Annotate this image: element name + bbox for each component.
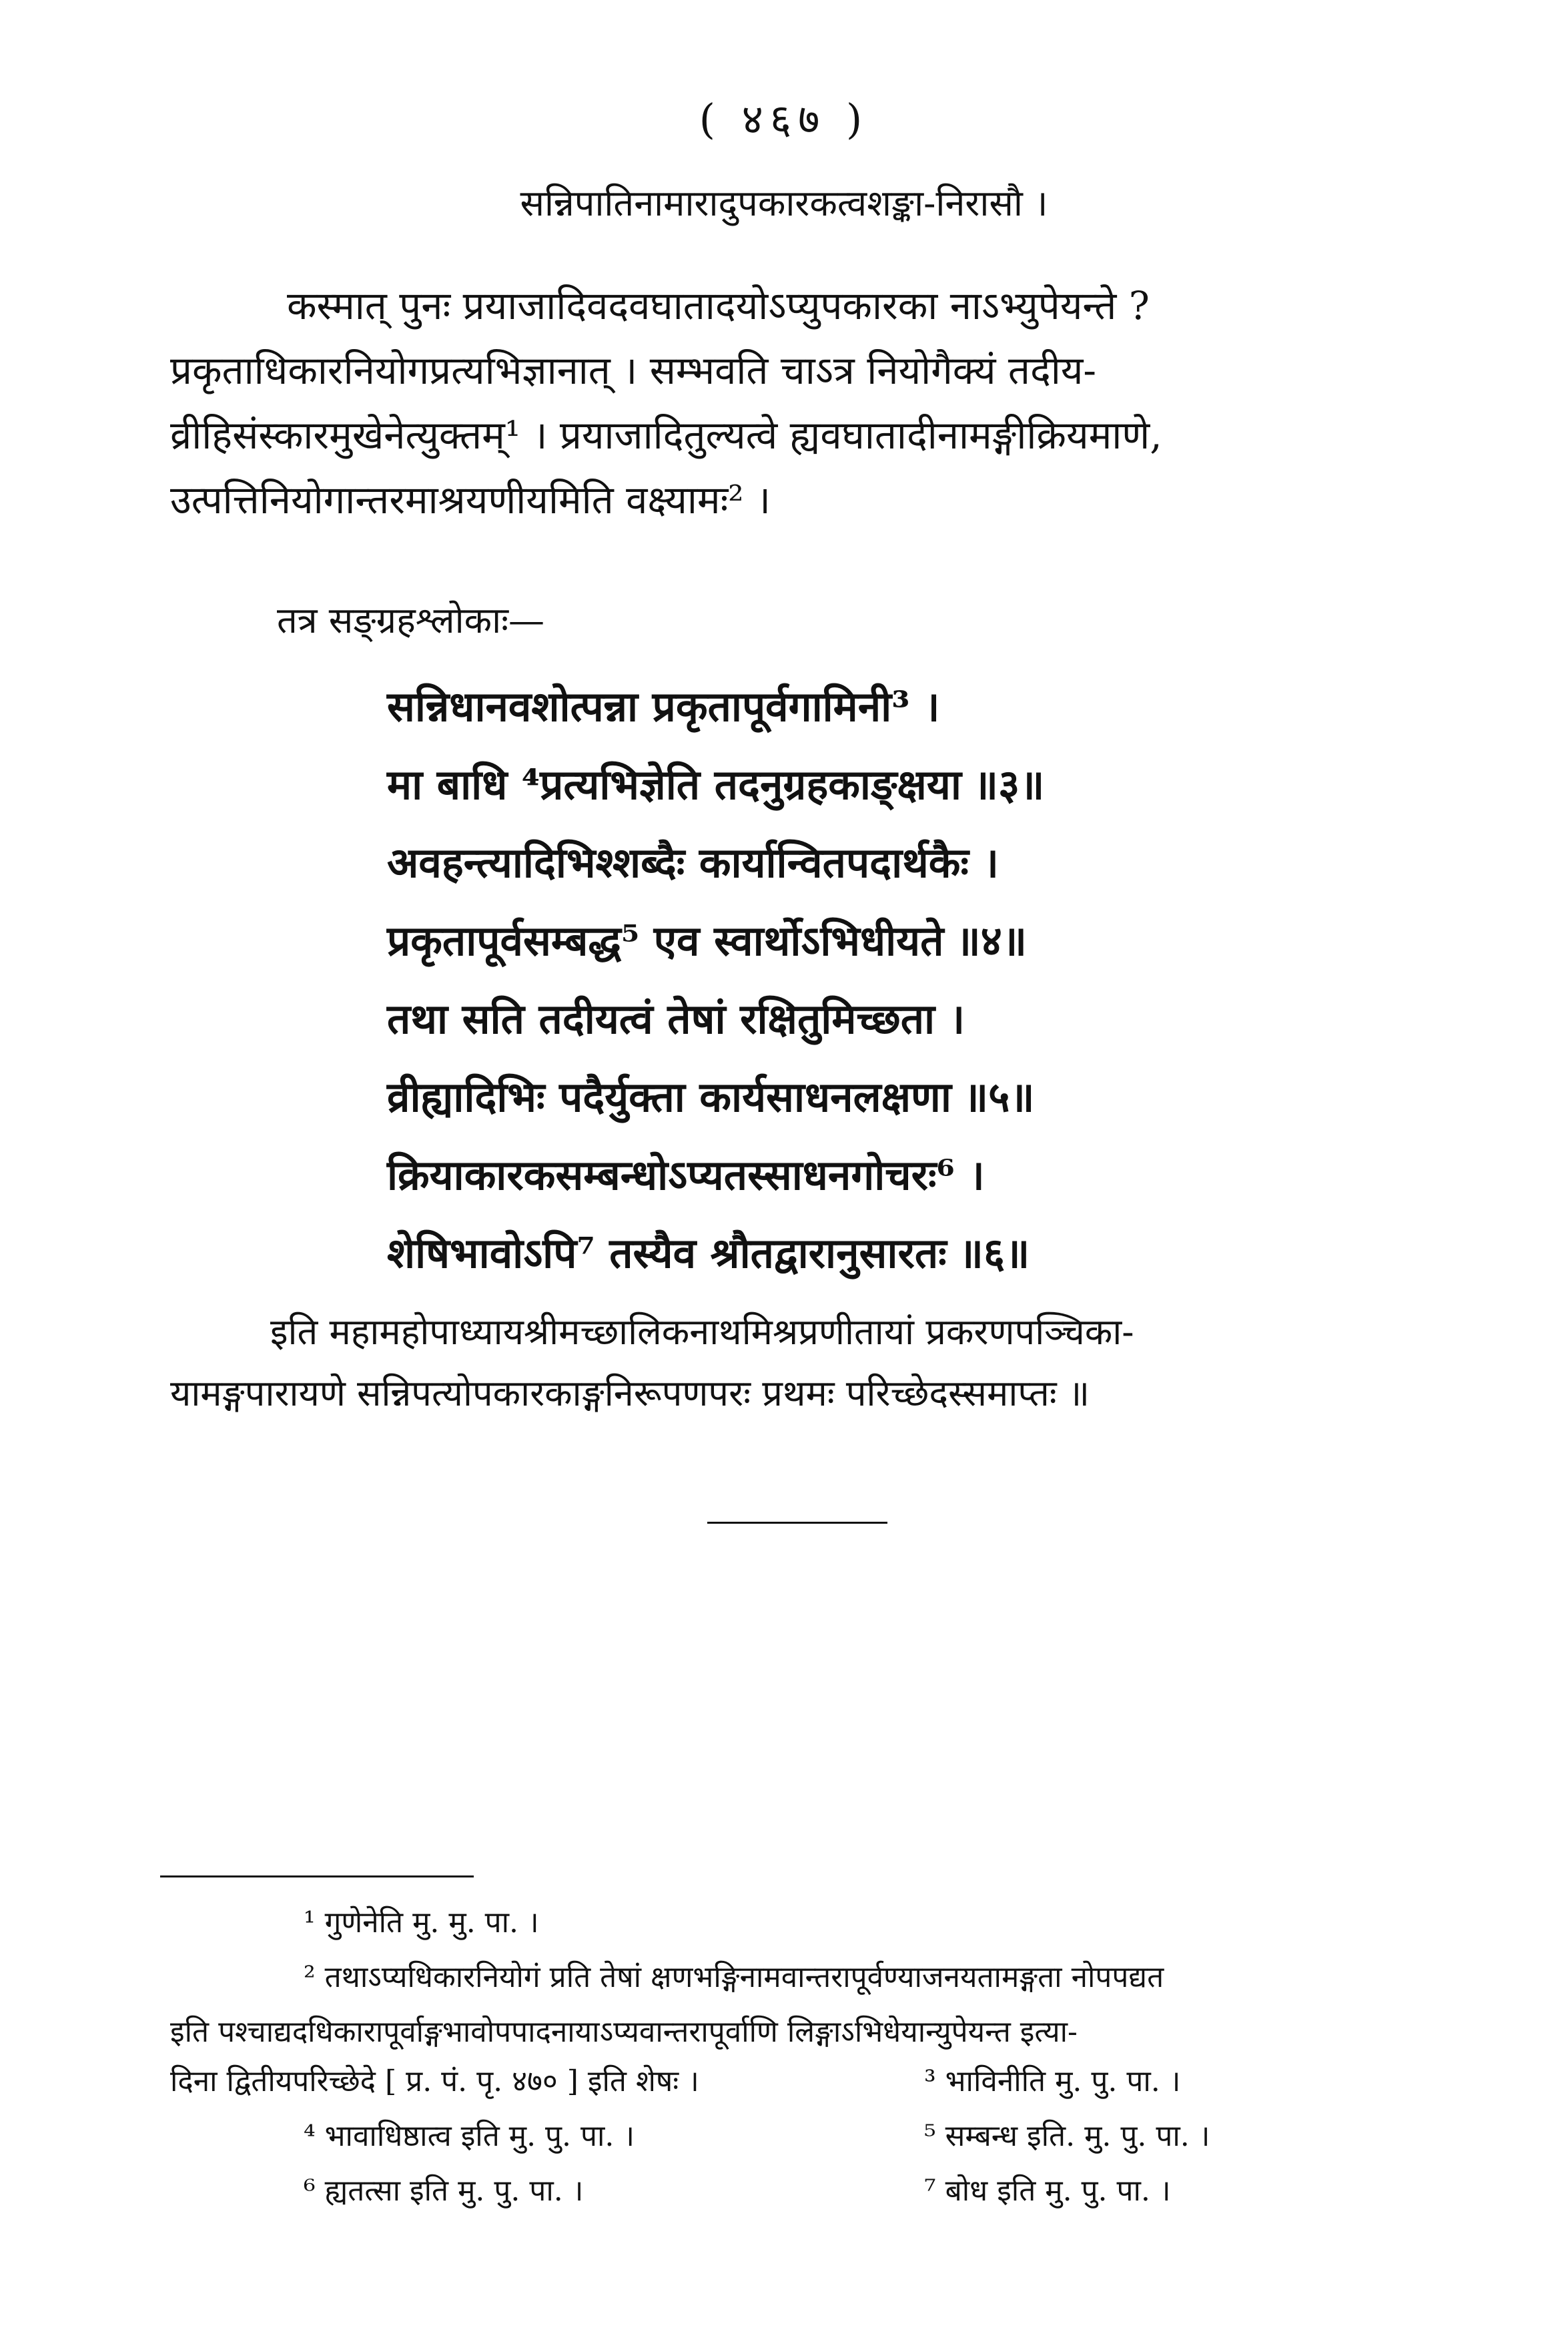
verse-line	[387, 1058, 1334, 1136]
paragraph-line: उत्पत्तिनियोगान्तरमाश्रयणीयमिति वक्ष्यामः² ।	[170, 477, 771, 523]
footnote-7: ⁷ बोध इति मु. पु. पा. ।	[924, 2174, 1171, 2208]
colophon	[170, 1301, 1391, 1424]
footnote-divider	[160, 1875, 474, 1877]
verse-line	[387, 746, 1334, 824]
verse-text: अवहन्त्यादिभिश्शब्दैः कार्यान्वितपदार्थकैः ।	[387, 838, 999, 887]
verse-line	[387, 824, 1334, 902]
verse-text: मा बाधि ⁴प्रत्यभिज्ञेति तदनुग्रहकाङ्क्षया	[387, 760, 961, 809]
verse-text: तथा सति तदीयत्वं तेषां रक्षितुमिच्छता ।	[387, 994, 965, 1043]
verse-text: व्रीह्यादिभिः पदैर्युक्ता कार्यसाधनलक्षणा	[387, 1073, 951, 1121]
verse-text: प्रकृतापूर्वसम्बद्ध⁵ एव स्वार्थोऽभिधीयते	[387, 916, 944, 965]
colophon-line: इति महामहोपाध्यायश्रीमच्छालिकनाथमिश्रप्रणीतायां प्रकरणपञ्चिका-	[270, 1311, 1134, 1353]
footnote-5: ⁵ सम्बन्ध इति. मु. पु. पा. ।	[924, 2119, 1210, 2153]
paragraph-line: प्रकृताधिकारनियोगप्रत्यभिज्ञानात् । सम्भवति चाऽत्र नियोगैक्यं तदीय-	[170, 348, 1097, 393]
page-number: ( ४६७ )	[699, 95, 869, 143]
verse-text: सन्निधानवशोत्पन्ना प्रकृतापूर्वगामिनी³ ।	[387, 682, 940, 731]
verse-line	[387, 980, 1334, 1058]
verse-number: ॥५॥	[963, 1073, 1035, 1121]
footnote-2-continued: दिना द्वितीयपरिच्छेदे [ प्र. पं. पृ. ४७० ] इति शेषः ।	[170, 2064, 699, 2098]
verse-text: शेषिभावोऽपि⁷ तस्यैव श्रौतद्वारानुसारतः	[387, 1229, 947, 1277]
verse-line	[387, 1214, 1334, 1292]
footnotes	[170, 1895, 1398, 2224]
footnote-6: ⁶ ह्यतत्सा इति मु. पु. पा. ।	[304, 2174, 584, 2208]
verse-number: ॥४॥	[955, 916, 1028, 965]
footnote-row	[170, 2114, 1398, 2169]
footnote-2: ² तथाऽप्यधिकारनियोगं प्रति तेषां क्षणभङ्गिनामवान्तरापूर्वण्याजनयतामङ्गता नोपपद्यत	[304, 1960, 1164, 1994]
footnote-4: ⁴ भावाधिष्ठात्व इति मु. पु. पा. ।	[304, 2119, 635, 2153]
section-heading: सन्निपातिनामारादुपकारकत्वशङ्का-निरासौ ।	[520, 182, 1048, 224]
verse-line	[387, 902, 1334, 980]
sangraha-label: तत्र सङ्ग्रहश्लोकाः—	[277, 599, 544, 641]
footnote-row	[170, 2060, 1398, 2114]
section-divider	[707, 1522, 887, 1524]
paragraph-line: कस्मात् पुनः प्रयाजादिवदवघातादयोऽप्युपकारका नाऽभ्युपेयन्ते ?	[287, 283, 1150, 328]
verse-line	[387, 667, 1334, 746]
verse-text: क्रियाकारकसम्बन्धोऽप्यतस्साधनगोचरः⁶ ।	[387, 1151, 985, 1199]
main-paragraph	[170, 274, 1391, 533]
footnote-2-continued: इति पश्चाद्यदधिकारापूर्वाङ्गभावोपपादनायाऽप्यवान्तरापूर्वाणि लिङ्गाऽभिधेयान्युपेयन्त इत्या-	[170, 2015, 1078, 2049]
verse-line	[387, 1136, 1334, 1214]
paragraph-line: व्रीहिसंस्कारमुखेनेत्युक्तम्¹ । प्रयाजादितुल्यत्वे ह्यवघातादीनामङ्गीक्रियमाणे,	[170, 412, 1162, 458]
footnote-1: ¹ गुणेनेति मु. मु. पा. ।	[304, 1906, 539, 1940]
verse-number: ॥३॥	[973, 760, 1045, 809]
colophon-line: यामङ्गपारायणे सन्निपत्योपकारकाङ्गनिरूपणपरः प्रथमः परिच्छेदस्समाप्तः ॥	[170, 1372, 1090, 1414]
verse-number: ॥६॥	[958, 1229, 1030, 1277]
footnote-row	[170, 2169, 1398, 2224]
verse-block	[387, 667, 1334, 1292]
footnote-3: ³ भाविनीति मु. पु. पा. ।	[924, 2064, 1181, 2098]
